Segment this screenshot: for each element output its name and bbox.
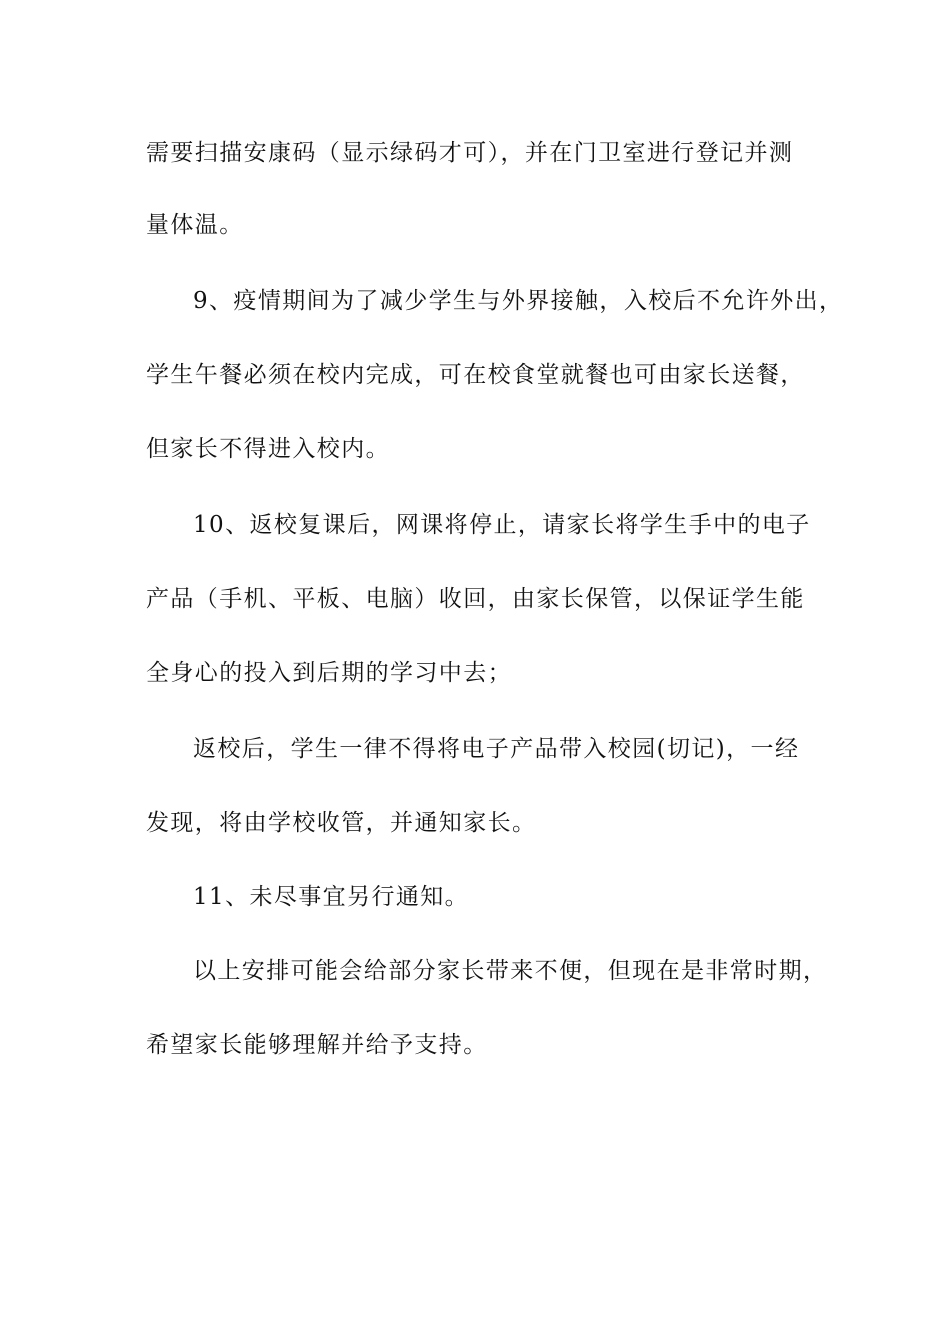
text-line: 量体温。: [146, 212, 244, 238]
text-line: 希望家长能够理解并给予支持。: [146, 1032, 488, 1058]
text-line: 学生午餐必须在校内完成，可在校食堂就餐也可由家长送餐，: [146, 362, 805, 388]
paragraph-closing: 以上安排可能会给部分家长带来不便，但现在是非常时期，: [193, 958, 828, 984]
paragraph-item-9: 9、疫情期间为了减少学生与外界接触，入校后不允许外出，: [193, 288, 844, 314]
text-line: 产品（手机、平板、电脑）收回，由家长保管，以保证学生能: [146, 586, 805, 612]
paragraph-item-10: 10、返校复课后，网课将停止，请家长将学生手中的电子: [193, 512, 811, 538]
text-line: 但家长不得进入校内。: [146, 436, 390, 462]
paragraph-item-11: 11、未尽事宜另行通知。: [193, 884, 470, 910]
text-line: 全身心的投入到后期的学习中去；: [146, 660, 512, 686]
text-line: 发现，将由学校收管，并通知家长。: [146, 810, 537, 836]
paragraph-electronics-rule: 返校后，学生一律不得将电子产品带入校园(切记)，一经: [193, 736, 800, 762]
text-line: 需要扫描安康码（显示绿码才可），并在门卫室进行登记并测: [146, 140, 794, 166]
